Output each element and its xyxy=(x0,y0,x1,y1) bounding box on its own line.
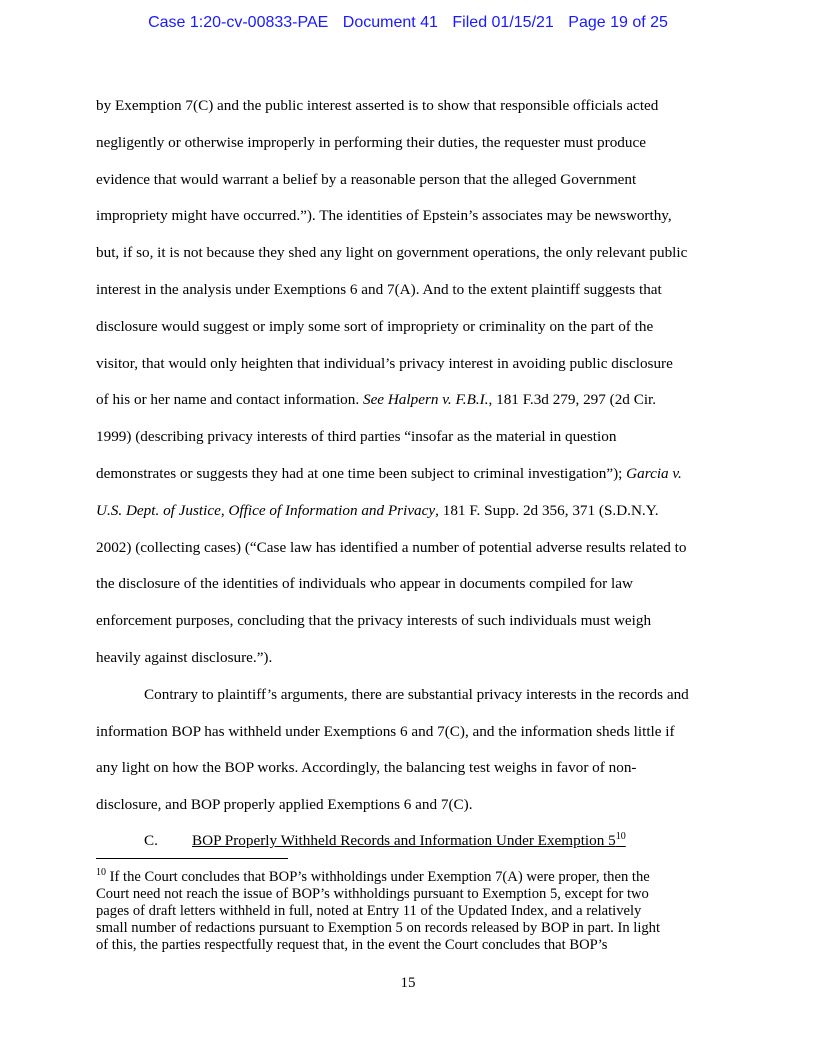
footnote-text: If the Court concludes that BOP’s withholdings under Exemption 7(A) were proper, then the xyxy=(106,869,650,885)
section-letter: C. xyxy=(144,832,158,849)
case-citation: U.S. Dept. of Justice xyxy=(96,502,221,519)
page-of: Page 19 of 25 xyxy=(568,14,668,31)
footnote-line xyxy=(96,869,650,885)
footnote-line: pages of draft letters withheld in full, noted at Entry 11 of the Updated Index, and a relatively xyxy=(96,903,642,919)
case-citation: Garcia v. xyxy=(626,465,682,482)
case-citation: See Halpern v. F.B.I. xyxy=(362,391,489,408)
body-line: evidence that would warrant a belief by a reasonable person that the alleged Government xyxy=(96,171,637,188)
body-line: heavily against disclosure.”). xyxy=(96,649,273,666)
body-line: but, if so, it is not because they shed any light on government operations, the only relevant public xyxy=(96,244,688,261)
body-text: demonstrates or suggests they had at one time been subject to criminal investigation”); xyxy=(96,465,627,482)
case-number: Case 1:20-cv-00833-PAE xyxy=(148,14,329,31)
footnote-line: Court need not reach the issue of BOP’s withholdings pursuant to Exemption 5, except for two xyxy=(96,886,649,902)
body-line: information BOP has withheld under Exemptions 6 and 7(C), and the information sheds little if xyxy=(96,723,675,740)
body-line xyxy=(96,465,682,483)
footnote-line: small number of redactions pursuant to Exemption 5 on records released by BOP in part. In light xyxy=(96,920,661,936)
body-line: disclosure would suggest or imply some sort of impropriety or criminality on the part of the xyxy=(96,318,654,335)
body-line: 1999) (describing privacy interests of third parties “insofar as the material in question xyxy=(96,428,617,445)
body-line: the disclosure of the identities of individuals who appear in documents compiled for law xyxy=(96,575,633,592)
body-line: any light on how the BOP works. Accordingly, the balancing test weighs in favor of non- xyxy=(96,759,637,776)
body-line: Contrary to plaintiff’s arguments, there are substantial privacy interests in the records and xyxy=(144,686,689,703)
body-line: enforcement purposes, concluding that the privacy interests of such individuals must weigh xyxy=(96,612,652,629)
body-line: negligently or otherwise improperly in performing their duties, the requester must produce xyxy=(96,134,646,151)
case-header xyxy=(0,14,816,32)
filed-date: Filed 01/15/21 xyxy=(452,14,554,31)
body-text: of his or her name and contact information. xyxy=(96,391,363,408)
body-text: , xyxy=(220,502,229,519)
body-text: , 181 F.3d 279, 297 (2d Cir. xyxy=(488,391,657,408)
body-line: disclosure, and BOP properly applied Exemptions 6 and 7(C). xyxy=(96,796,473,813)
body-line: impropriety might have occurred.”). The identities of Epstein’s associates may be newsworthy, xyxy=(96,207,672,224)
body-line: by Exemption 7(C) and the public interest asserted is to show that responsible officials acted xyxy=(96,97,659,114)
footnote-reference[interactable]: 10 xyxy=(615,831,626,842)
section-heading xyxy=(192,832,626,850)
body-line xyxy=(96,502,659,520)
section-title: BOP Properly Withheld Records and Information Under Exemption 5 xyxy=(192,832,616,849)
body-line xyxy=(96,391,656,409)
body-line: 2002) (collecting cases) (“Case law has identified a number of potential adverse results related to xyxy=(96,539,687,556)
footnote-divider xyxy=(96,858,288,859)
footnote-number: 10 xyxy=(96,867,106,878)
case-citation: Office of Information and Privacy xyxy=(228,502,436,519)
body-line: visitor, that would only heighten that individual’s privacy interest in avoiding public disclosure xyxy=(96,355,673,372)
document-number: Document 41 xyxy=(342,14,438,31)
footnote-line: of this, the parties respectfully request that, in the event the Court concludes that BOP’s xyxy=(96,937,608,953)
body-text: , 181 F. Supp. 2d 356, 371 (S.D.N.Y. xyxy=(435,502,659,519)
body-line: interest in the analysis under Exemptions 6 and 7(A). And to the extent plaintiff suggests that xyxy=(96,281,662,298)
page-number: 15 xyxy=(400,975,416,991)
